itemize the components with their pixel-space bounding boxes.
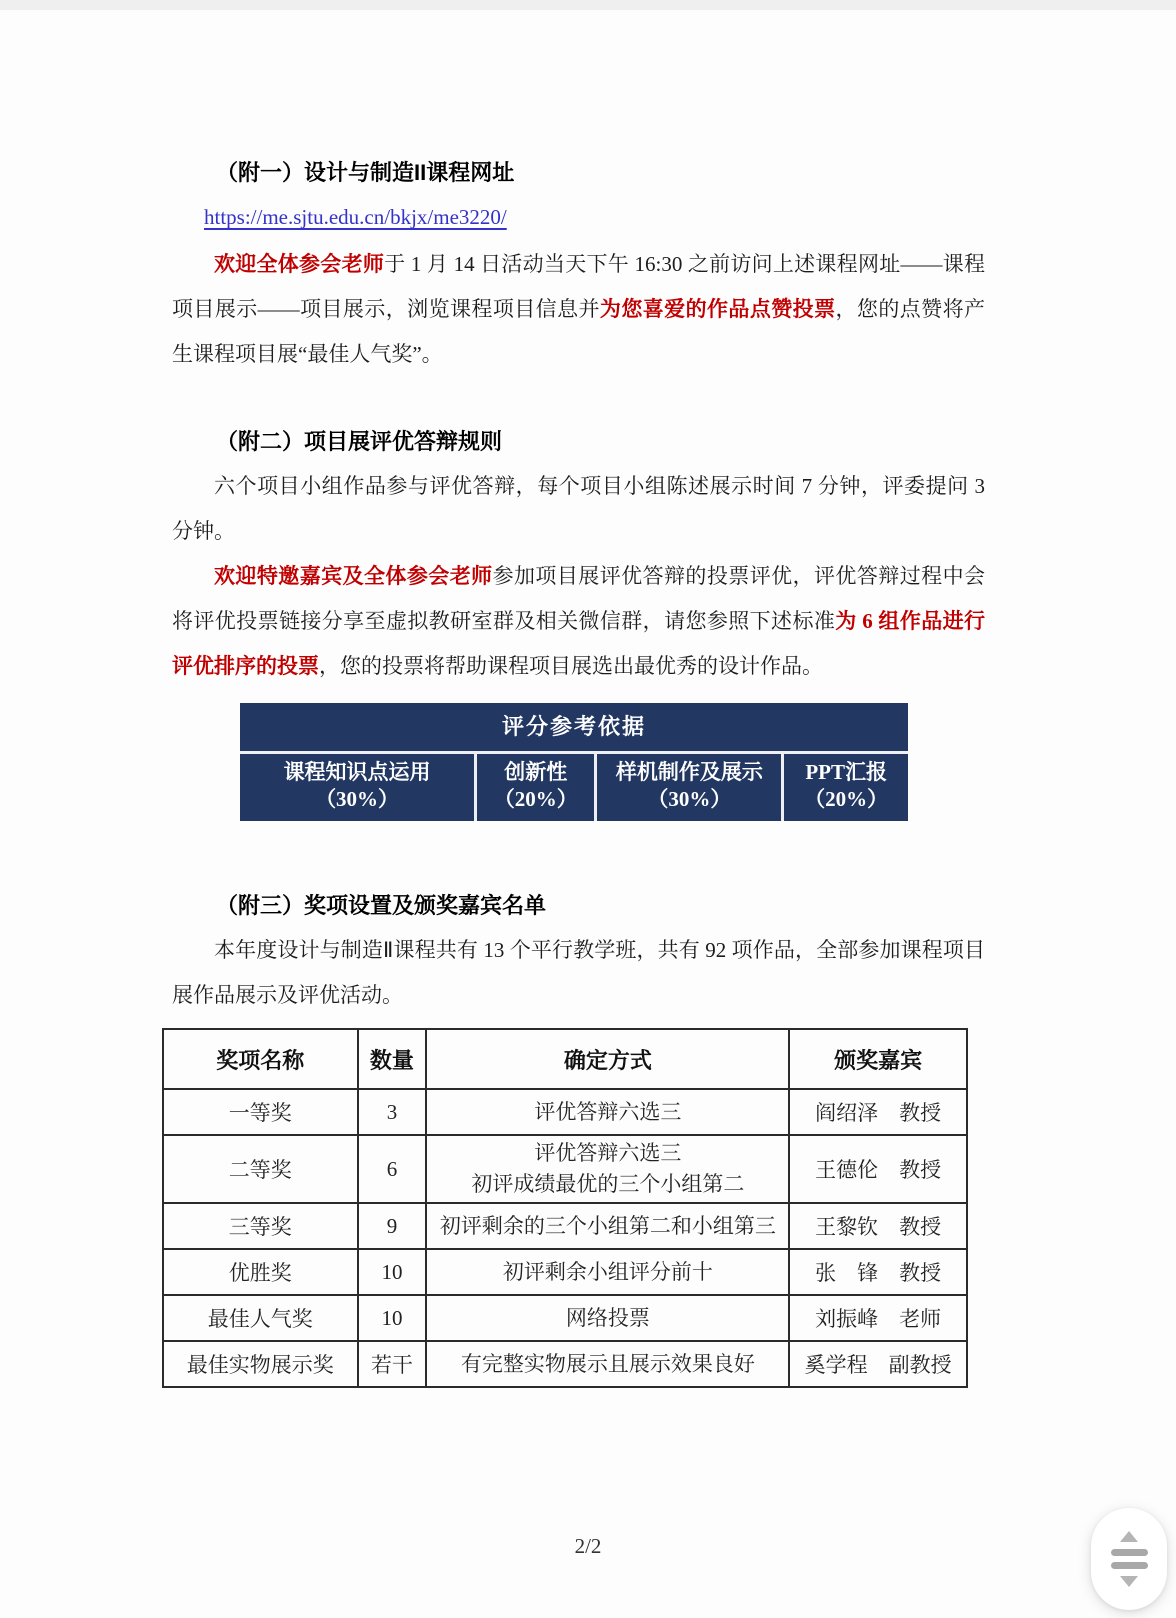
award-method-cell — [426, 1135, 789, 1203]
award-presenter-cell: 张 锋 教授 — [789, 1249, 967, 1295]
criterion-name: 样机制作及展示 — [615, 760, 763, 784]
document-page — [0, 10, 1176, 1388]
award-presenter-cell: 王德伦 教授 — [789, 1135, 967, 1203]
award-method-cell — [426, 1295, 789, 1341]
attachment3-heading: （附三）奖项设置及颁奖嘉宾名单 — [216, 893, 547, 918]
award-presenter-cell: 刘振峰 老师 — [789, 1295, 967, 1341]
text-segment: 欢迎特邀嘉宾及全体参会老师 — [214, 564, 493, 588]
award-presenter-cell: 阎绍泽 教授 — [789, 1089, 967, 1135]
attachment2-paragraph2 — [172, 554, 985, 689]
header-method: 确定方式 — [426, 1029, 789, 1089]
award-presenter-cell: 王黎钦 教授 — [789, 1203, 967, 1249]
award-name-cell: 优胜奖 — [163, 1249, 358, 1295]
method-line: 初评剩余小组评分前十 — [502, 1259, 713, 1284]
award-method-cell — [426, 1249, 789, 1295]
method-line: 初评剩余的三个小组第二和小组第三 — [439, 1213, 776, 1238]
text-segment: ，您的点赞将产生课程项目展“最佳人气奖”。 — [172, 297, 986, 366]
method-line: 评优答辩六选三 — [534, 1141, 682, 1165]
top-strip — [0, 0, 1176, 10]
award-name-cell: 一等奖 — [163, 1089, 358, 1135]
scoring-column — [784, 754, 908, 821]
header-quantity: 数量 — [358, 1029, 427, 1089]
method-line: 有完整实物展示且展示效果良好 — [460, 1351, 755, 1376]
scoring-table-columns — [240, 754, 908, 821]
text-segment: 于 1 月 14 日活动当天下午 16:30 之前访问上述课程网址——课程项目展示——项目展示，浏览课程项目信息并 — [172, 252, 985, 321]
attachment1-paragraph — [172, 242, 985, 377]
attachment2-heading: （附二）项目展评优答辩规则 — [216, 429, 503, 454]
awards-header-row — [163, 1029, 967, 1089]
course-url-link[interactable]: https://me.sjtu.edu.cn/bkjx/me3220/ — [204, 205, 507, 229]
text-segment: 参加项目展评优答辩的投票评优，评优答辩过程中会将评优投票链接分享至虚拟教研室群及相关微信群，请您参照下述标准 — [172, 564, 986, 633]
awards-table — [162, 1028, 968, 1388]
scroll-navigator-button[interactable] — [1091, 1508, 1167, 1610]
award-name-cell: 三等奖 — [163, 1203, 358, 1249]
method-line: 初评成绩最优的三个小组第二 — [471, 1172, 745, 1196]
criterion-name: PPT汇报 — [805, 760, 888, 784]
criterion-weight: （30%） — [315, 787, 400, 811]
award-method-cell — [426, 1341, 789, 1387]
attachment2-paragraph1 — [172, 464, 985, 554]
page-number: 2/2 — [574, 1534, 602, 1558]
scoring-column — [477, 754, 597, 821]
text-segment: ，您的投票将帮助课程项目展选出最优秀的设计作品。 — [319, 654, 823, 678]
text-segment: 为 6 组作品进行评优排序的投票 — [172, 609, 985, 678]
award-name-cell: 二等奖 — [163, 1135, 358, 1203]
text-segment: 为您喜爱的作品点赞投票 — [599, 297, 836, 321]
award-quantity-cell: 3 — [358, 1089, 427, 1135]
criterion-name: 创新性 — [504, 760, 568, 784]
award-row — [163, 1249, 967, 1295]
scoring-criteria-table — [240, 703, 908, 821]
award-row — [163, 1135, 967, 1203]
award-quantity-cell: 10 — [358, 1249, 427, 1295]
attachment3-paragraph — [172, 928, 985, 1018]
award-quantity-cell: 6 — [358, 1135, 427, 1203]
drag-handle-bar — [1111, 1562, 1148, 1569]
award-row — [163, 1295, 967, 1341]
award-row — [163, 1203, 967, 1249]
course-url-line — [172, 195, 985, 242]
method-line: 评优答辩六选三 — [534, 1099, 682, 1124]
criterion-weight: （20%） — [493, 787, 578, 811]
header-presenter: 颁奖嘉宾 — [789, 1029, 967, 1089]
criterion-name: 课程知识点运用 — [283, 760, 431, 784]
scoring-column — [597, 754, 784, 821]
award-quantity-cell: 10 — [358, 1295, 427, 1341]
triangle-down-icon[interactable] — [1120, 1576, 1138, 1587]
award-quantity-cell: 若干 — [358, 1341, 427, 1387]
attachment1-heading: （附一）设计与制造II课程网址 — [216, 160, 515, 185]
award-row — [163, 1089, 967, 1135]
scoring-column — [240, 754, 477, 821]
award-presenter-cell: 奚学程 副教授 — [789, 1341, 967, 1387]
award-method-cell — [426, 1089, 789, 1135]
award-row — [163, 1341, 967, 1387]
text-segment: 六个项目小组作品参与评优答辩，每个项目小组陈述展示时间 7 分钟，评委提问 3 分钟。 — [172, 474, 985, 543]
text-segment: 欢迎全体参会老师 — [214, 252, 385, 276]
awards-table-body — [163, 1089, 967, 1387]
method-line: 网络投票 — [565, 1305, 650, 1330]
header-award-name: 奖项名称 — [163, 1029, 358, 1089]
awards-table-header — [163, 1029, 967, 1089]
criterion-weight: （30%） — [647, 787, 732, 811]
award-method-cell — [426, 1203, 789, 1249]
award-quantity-cell: 9 — [358, 1203, 427, 1249]
drag-handle-bar — [1111, 1549, 1148, 1556]
text-segment: 本年度设计与制造Ⅱ课程共有 13 个平行教学班，共有 92 项作品，全部参加课程项目展作品展示及评优活动。 — [172, 938, 985, 1007]
scoring-table-title: 评分参考依据 — [240, 703, 908, 754]
award-name-cell: 最佳人气奖 — [163, 1295, 358, 1341]
award-name-cell: 最佳实物展示奖 — [163, 1341, 358, 1387]
triangle-up-icon[interactable] — [1120, 1531, 1138, 1542]
criterion-weight: （20%） — [804, 787, 889, 811]
drag-handle-icon[interactable] — [1111, 1549, 1148, 1569]
